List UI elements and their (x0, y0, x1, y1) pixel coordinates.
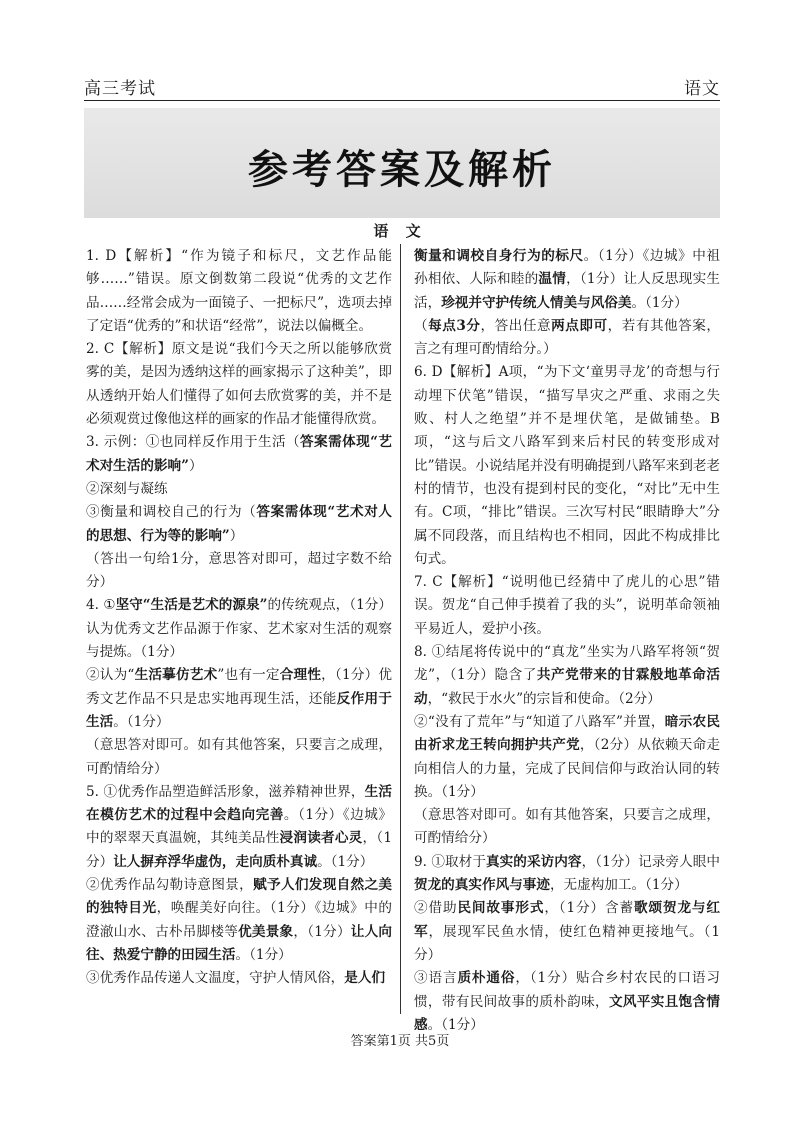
answer-paragraph: ③优秀作品传递人文温度，守护人情风俗，是人们 (86, 970, 386, 987)
answer-paragraph: ②优秀作品勾勒诗意图景，赋予人们发现自然之美的独特目光，唤醒美好向往。（1分）《边城》中的澄澈山水、古朴吊脚楼等优美景象，（1分）让人向往、热爱宁静的田园生活。（1分） (86, 877, 393, 963)
page-title: 参考答案及解析 (248, 146, 556, 193)
answer-paragraph: （每点3分，答出任意两点即可，若有其他答案，言之有理可酌情给分。） (414, 317, 721, 358)
answer-paragraph: 4. ①坚守“生活是艺术的源泉”的传统观点，（1分）认为优秀文艺作品源于作家、艺术家对生活的观察与提炼。（1分） (86, 597, 392, 661)
answer-paragraph: ②“没有了荒年”与“知道了八路军”并置，暗示农民由祈求龙王转向拥护共产党，（2分）从依赖天命走向相信人的力量，完成了民间信仰与政治认同的转换。（1分） (414, 713, 721, 800)
answer-paragraph: （意思答对即可。如有其他答案，只要言之成理，可酌情给分） (86, 737, 392, 777)
answer-paragraph: （答出一句给1分，意思答对即可，超过字数不给分） (86, 550, 392, 591)
answer-paragraph: 8. ①结尾将传说中的“真龙”坐实为八路军将领“贺龙”，（1分）隐含了共产党带来的甘霖般地革命活动，“救民于水火”的宗旨和使命。（2分） (414, 644, 720, 707)
answer-paragraph: 3. 示例：①也同样反作用于生活（答案需体现“艺术对生活的影响”） (86, 434, 392, 474)
answer-paragraph: 2. C【解析】原文是说“我们今天之所以能够欣赏雾的美，是因为透纳这样的画家揭示了这种美”，即从透纳开始人们懂得了如何去欣赏雾的美，并不是必须观赏过像他这样的画家的作品才能懂得欣赏。 (86, 341, 393, 428)
answer-paragraph: ③语言质朴通俗，（1分）贴合乡村农民的口语习惯，带有民间故事的质朴韵味，文风平实且饱含情感。（1分） (414, 970, 720, 1033)
answer-paragraph: 1. D【解析】“作为镜子和标尺，文艺作品能够……”错误。原文倒数第二段说“优秀的文艺作品……经常会成为一面镜子、一把标尺”，选项去掉了定语“优秀的”和状语“经常”，说法以偏概全。 (86, 248, 393, 334)
section-heading: 语 文 (373, 222, 427, 240)
answer-paragraph: 6. D【解析】A项，“为下文‘童男寻龙’的奇想与行动埋下伏笔”错误，“描写旱灾之严重、求雨之失败、村人之绝望”并不是埋伏笔，是做铺垫。B项，“这与后文八路军到来后村民的转变形成对比”错误。小说结尾并没有明确提到八路军来到老老村的情节，也没有提到村民的变化，“对比”无中生有。C项，“排比”错误。三次写村民“眼睛睁大”分属不同段落，而且结构也不相同，因此不构成排比句式。 (414, 364, 721, 567)
title-banner (84, 108, 720, 218)
answer-paragraph: ②深刻与凝练 (86, 480, 168, 497)
subject-label: 语文 (684, 79, 720, 99)
exam-title: 高三考试 (84, 79, 156, 99)
answer-paragraph: ③衡量和调校自己的行为（答案需体现“艺术对人的思想、行为等的影响”） (86, 504, 392, 544)
answer-paragraph: （意思答对即可。如有其他答案，只要言之成理，可酌情给分） (414, 807, 720, 847)
answer-paragraph: 5. ①优秀作品塑造鲜活形象，滋养精神世界，生活在模仿艺术的过程中会趋向完善。（1分）《边城》中的翠翠天真温婉，其纯美品性浸润读者心灵，（1分）让人摒弃浮华虚伪，走向质朴真诚。（1分） (86, 783, 392, 870)
answer-paragraph: ②认为“生活摹仿艺术”也有一定合理性，（1分）优秀文艺作品不只是忠实地再现生活，还能反作用于生活。（1分） (86, 667, 393, 730)
page-header (84, 72, 720, 101)
answer-paragraph: ②借助民间故事形式，（1分）含蓄歌颂贺龙与红军，展现军民鱼水情，使红色精神更接地气。（1分） (414, 900, 721, 963)
page-footer: 答案第1页 共5页 (350, 1034, 450, 1049)
answer-paragraph: 7. C【解析】“说明他已经猜中了虎儿的心思”错误。贺龙“自己伸手摸着了我的头”，说明革命领袖平易近人，爱护小孩。 (414, 574, 720, 637)
left-column (86, 245, 392, 991)
right-column (414, 245, 720, 1037)
answer-paragraph: 9. ①取材于真实的采访内容，（1分）记录旁人眼中贺龙的真实作风与事迹，无虚构加工。（1分） (414, 853, 720, 894)
column-divider (400, 244, 401, 1014)
answer-paragraph: 衡量和调校自身行为的标尺。（1分）《边城》中祖孙相依、人际和睦的温情，（1分）让人反思现实生活，珍视并守护传统人情美与风俗美。（1分） (414, 248, 720, 311)
